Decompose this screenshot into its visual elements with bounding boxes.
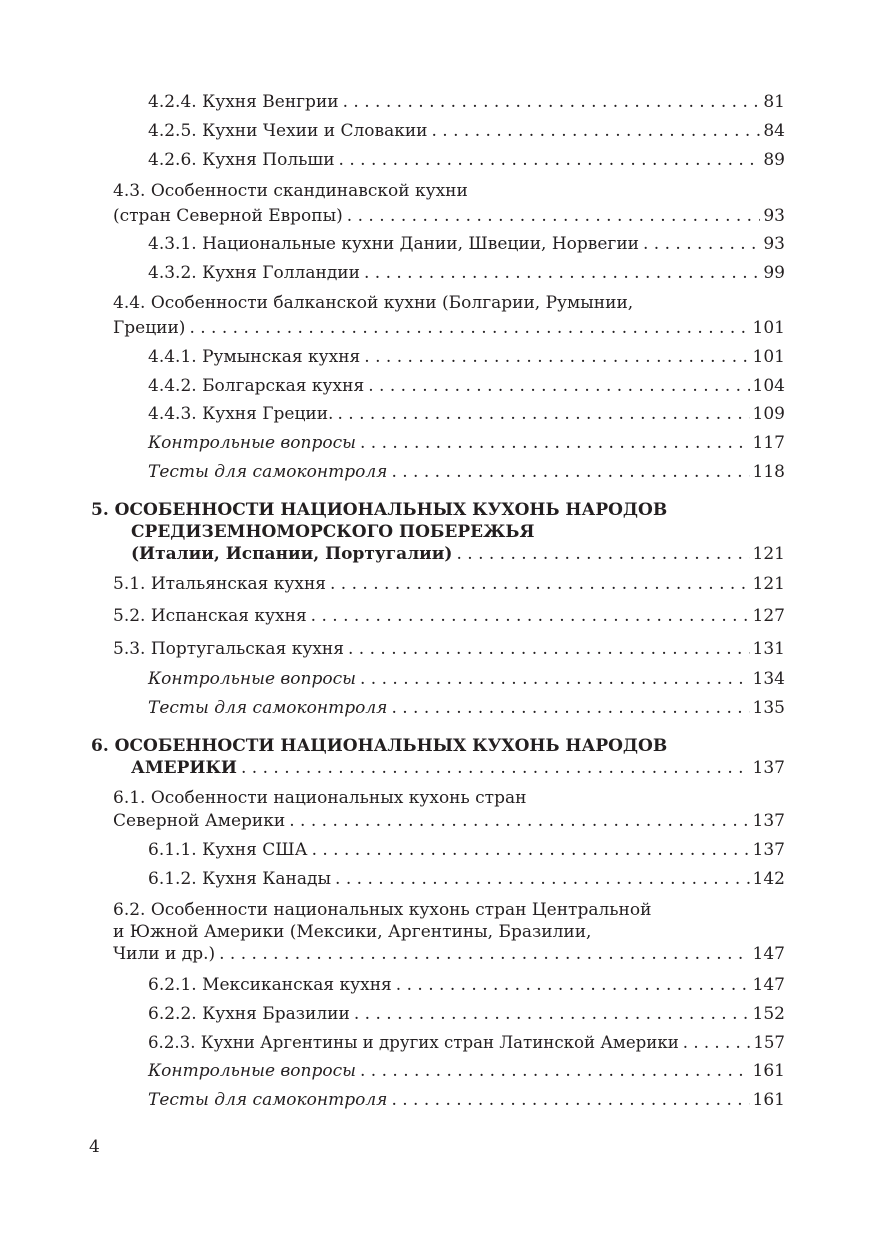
- page-number: 4: [89, 1137, 100, 1157]
- toc-entry-title-line: 6.2. Особенности национальных кухонь стран Центральной: [113, 900, 652, 920]
- toc-entry-title: 6.2.2. Кухня Бразилии: [148, 1004, 350, 1024]
- toc-chapter-title-line: 6. ОСОБЕННОСТИ НАЦИОНАЛЬНЫХ КУХОНЬ НАРОДОВ: [91, 736, 668, 756]
- toc-entry: [113, 787, 785, 832]
- toc-chapter-title-line: 5. ОСОБЕННОСТИ НАЦИОНАЛЬНЫХ КУХОНЬ НАРОДОВ: [91, 500, 668, 520]
- toc-entry-page: 131: [752, 639, 785, 659]
- toc-chapter-title-line: АМЕРИКИ: [131, 758, 237, 778]
- dot-leader: [241, 757, 750, 779]
- dot-leader: [391, 697, 749, 719]
- toc-entry-title-line: 4.3. Особенности скандинавской кухни: [113, 181, 468, 201]
- dot-leader: [339, 149, 761, 171]
- toc-entry-title: Контрольные вопросы: [148, 1061, 356, 1081]
- toc-entry-title: Контрольные вопросы: [148, 669, 356, 689]
- toc-entry-title: 6.1.2. Кухня Канады: [148, 869, 332, 889]
- toc-entry-title: Тесты для самоконтроля: [148, 462, 388, 482]
- dot-leader: [364, 346, 749, 368]
- toc-entry-title: 4.2.6. Кухня Польши: [148, 150, 335, 170]
- dot-leader: [189, 317, 749, 339]
- dot-leader: [643, 233, 760, 255]
- toc-entry: [148, 697, 785, 719]
- toc-entry-page: 142: [752, 869, 785, 889]
- toc-chapter-entry: [91, 499, 785, 565]
- toc-entry: [148, 1003, 785, 1025]
- toc-entry: [148, 262, 785, 284]
- toc-entry-title: 4.3.2. Кухня Голландии: [148, 263, 360, 283]
- dot-leader: [456, 543, 749, 565]
- toc-entry-page: 93: [763, 234, 785, 254]
- toc-entry-title: Тесты для самоконтроля: [148, 698, 388, 718]
- dot-leader: [432, 120, 761, 142]
- toc-entry-page: 135: [752, 698, 785, 718]
- toc-entry-page: 81: [763, 92, 785, 112]
- toc-entry-title: 6.2.3. Кухни Аргентины и других стран Латинской Америки: [148, 1033, 679, 1052]
- toc-entry-title-line: Северной Америки: [113, 811, 286, 831]
- toc-entry-page: 121: [752, 544, 785, 564]
- dot-leader: [364, 262, 760, 284]
- toc-entry: [113, 899, 785, 965]
- toc-entry-title-line: Чили и др.): [113, 944, 216, 964]
- dot-leader: [396, 974, 750, 996]
- dot-leader: [289, 810, 749, 832]
- dot-leader: [347, 205, 761, 227]
- dot-leader: [311, 605, 750, 627]
- toc-chapter-title-line: СРЕДИЗЕМНОМОРСКОГО ПОБЕРЕЖЬЯ: [131, 522, 535, 542]
- toc-entry-title: 6.1.1. Кухня США: [148, 840, 308, 860]
- toc-entry: [113, 292, 785, 339]
- toc-entry-page: 137: [752, 840, 785, 860]
- toc-entry-title-line: Греции): [113, 318, 186, 338]
- toc-entry: [148, 346, 785, 368]
- toc-entry-page: 157: [753, 1033, 785, 1052]
- toc-entry-title: 4.3.1. Национальные кухни Дании, Швеции, Норвегии: [148, 234, 639, 254]
- dot-leader: [219, 943, 749, 965]
- dot-leader: [348, 638, 750, 660]
- dot-leader: [368, 375, 749, 397]
- toc-entry: [148, 432, 785, 454]
- toc-entry: [148, 233, 785, 255]
- toc-entry: [148, 461, 785, 483]
- toc-entry-title: 5.1. Итальянская кухня: [113, 574, 326, 594]
- toc-entry-page: 137: [752, 811, 785, 831]
- toc-entry-title: 5.2. Испанская кухня: [113, 606, 307, 626]
- toc-entry: [148, 149, 785, 171]
- toc-entry: [148, 1032, 785, 1054]
- dot-leader: [360, 432, 750, 454]
- toc-entry-page: 104: [752, 376, 785, 396]
- toc-entry-title-line: (стран Северной Европы): [113, 206, 343, 226]
- toc-entry-title-line: 6.1. Особенности национальных кухонь стран: [113, 788, 527, 808]
- toc-entry: [148, 375, 785, 397]
- toc-entry-page: 121: [752, 574, 785, 594]
- dot-leader: [360, 1060, 750, 1082]
- dot-leader: [354, 1003, 750, 1025]
- toc-entry-title: Тесты для самоконтроля: [148, 1090, 388, 1110]
- toc-entry: [113, 180, 785, 227]
- toc-entry-page: 152: [752, 1004, 785, 1024]
- toc-entry: [148, 403, 785, 425]
- toc-entry-page: 117: [752, 433, 785, 453]
- toc-entry: [148, 120, 785, 142]
- toc-entry: [113, 573, 785, 595]
- dot-leader: [343, 91, 761, 113]
- toc-entry-title-line: и Южной Америки (Мексики, Аргентины, Бразилии,: [113, 922, 592, 942]
- toc-entry-title: 4.2.4. Кухня Венгрии: [148, 92, 339, 112]
- toc-entry: [148, 868, 785, 890]
- dot-leader: [330, 573, 750, 595]
- toc-entry-page: 134: [752, 669, 785, 689]
- toc-entry: [148, 974, 785, 996]
- toc-entry-title: 4.2.5. Кухни Чехии и Словакии: [148, 121, 428, 141]
- dot-leader: [683, 1032, 751, 1054]
- toc-entry: [148, 1060, 785, 1082]
- dot-leader: [337, 403, 749, 425]
- dot-leader: [391, 461, 749, 483]
- toc-entry-title: 4.4.3. Кухня Греции.: [148, 404, 334, 424]
- toc-entry-page: 161: [752, 1061, 785, 1081]
- dot-leader: [335, 868, 750, 890]
- toc-entry-page: 118: [752, 462, 785, 482]
- toc-entry-page: 99: [763, 263, 785, 283]
- toc-entry-page: 147: [752, 975, 785, 995]
- toc-entry-title: 4.4.1. Румынская кухня: [148, 347, 361, 367]
- toc-entry-page: 101: [752, 318, 785, 338]
- toc-entry: [148, 91, 785, 113]
- toc-entry: [148, 1089, 785, 1111]
- toc-entry-title: 6.2.1. Мексиканская кухня: [148, 975, 392, 995]
- toc-entry: [148, 839, 785, 861]
- dot-leader: [312, 839, 750, 861]
- toc-entry-page: 84: [763, 121, 785, 141]
- toc-entry-page: 137: [752, 758, 785, 778]
- toc-entry: [148, 668, 785, 690]
- toc-chapter-title-line: (Италии, Испании, Португалии): [131, 544, 453, 564]
- toc-entry-page: 101: [752, 347, 785, 367]
- toc-entry-title-line: 4.4. Особенности балканской кухни (Болгарии, Румынии,: [113, 293, 634, 313]
- toc-entry-page: 127: [752, 606, 785, 626]
- toc-entry-title: 4.4.2. Болгарская кухня: [148, 376, 365, 396]
- toc-entry-title: 5.3. Португальская кухня: [113, 639, 344, 659]
- toc-entry-page: 89: [763, 150, 785, 170]
- toc-entry: [113, 638, 785, 660]
- toc-entry: [113, 605, 785, 627]
- toc-entry-page: 147: [752, 944, 785, 964]
- toc-entry-page: 109: [752, 404, 785, 424]
- toc-chapter-entry: [91, 735, 785, 779]
- dot-leader: [391, 1089, 749, 1111]
- toc-entry-page: 93: [763, 206, 785, 226]
- dot-leader: [360, 668, 750, 690]
- toc-entry-page: 161: [752, 1090, 785, 1110]
- toc-entry-title: Контрольные вопросы: [148, 433, 356, 453]
